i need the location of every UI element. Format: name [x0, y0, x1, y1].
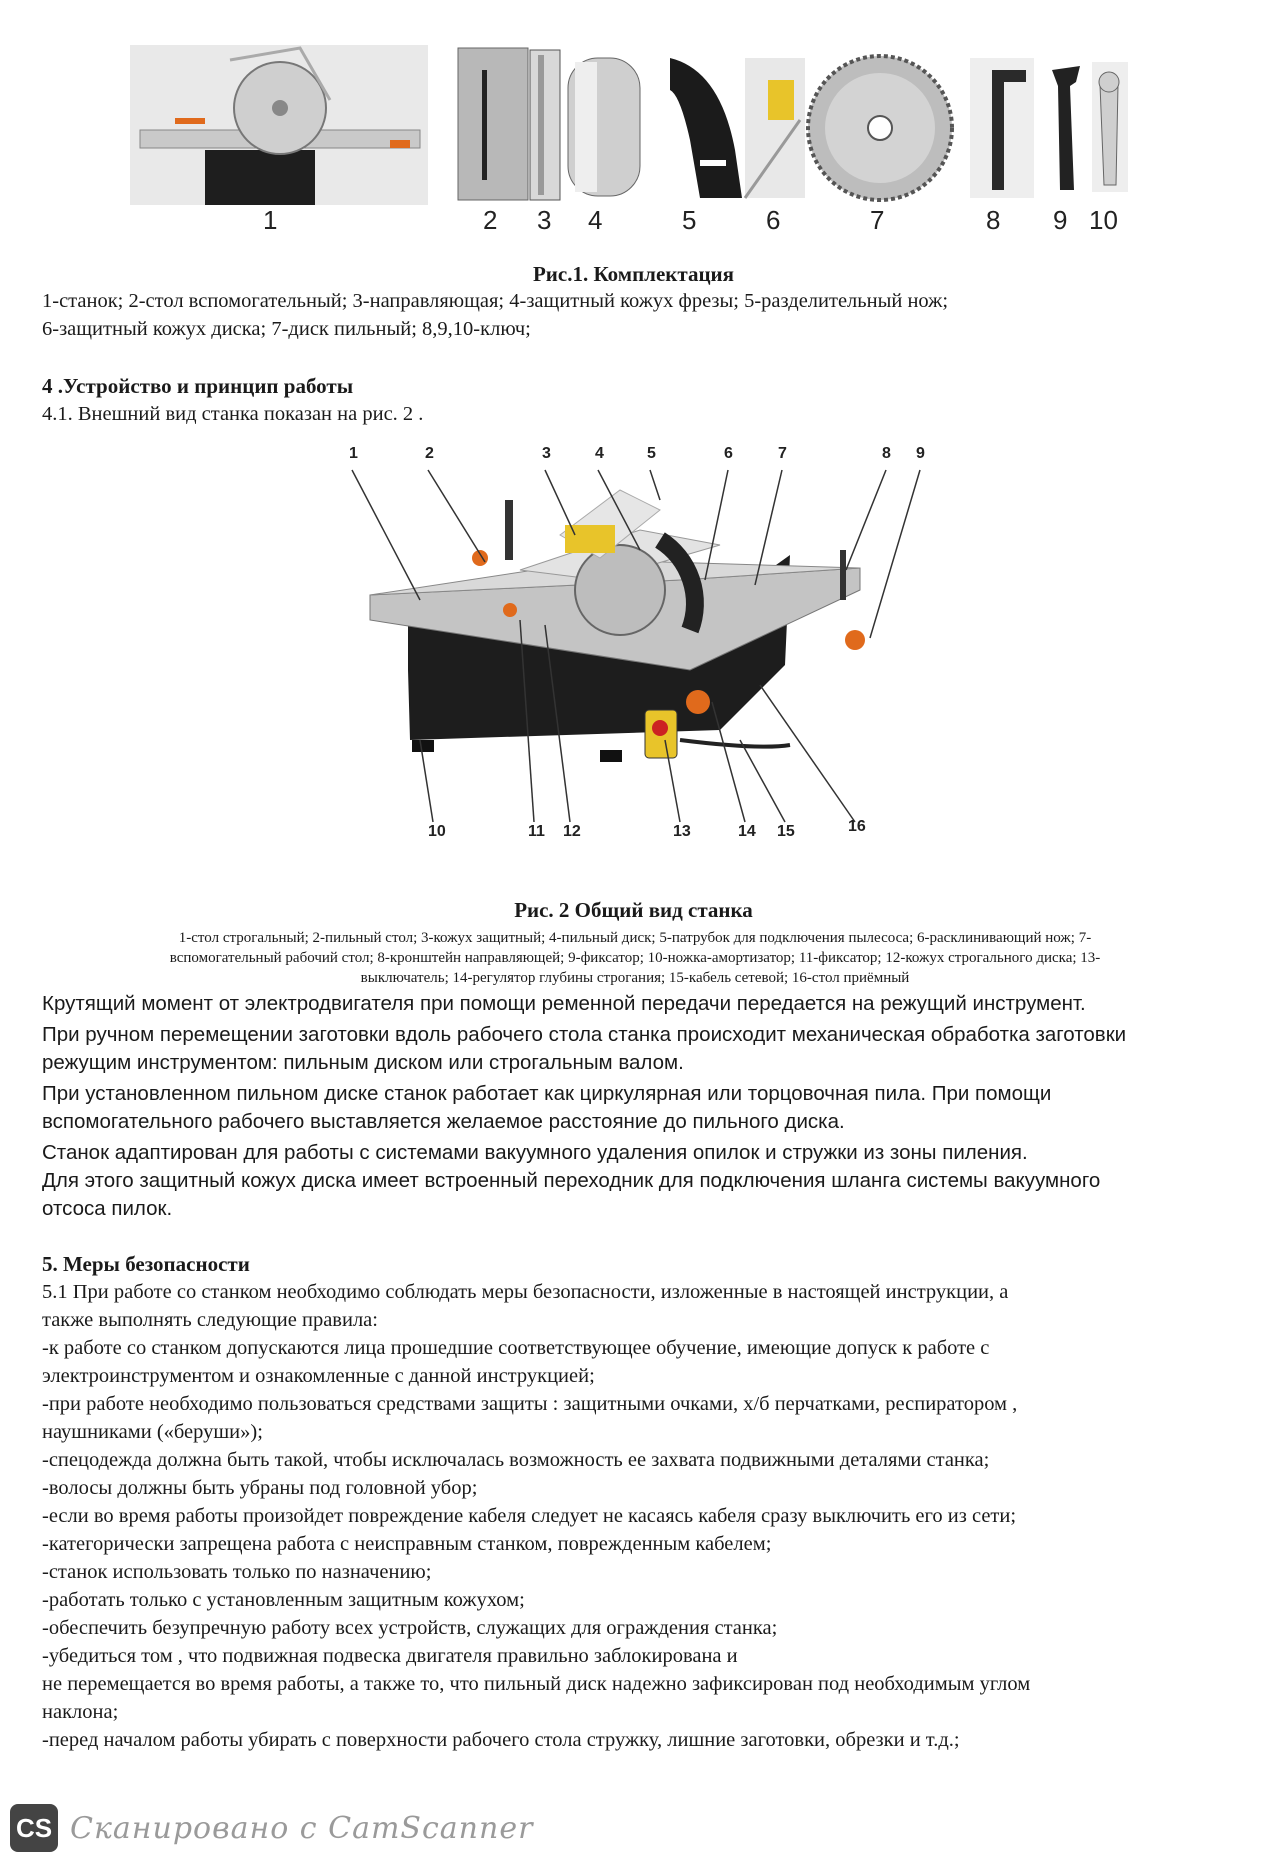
section-5-heading: 5. Меры безопасности — [42, 1252, 250, 1276]
open-wrench-photo — [1092, 62, 1128, 192]
callout-8: 8 — [882, 445, 891, 462]
body-paragraph-3-line2: вспомогательного рабочего выставляется желаемое расстояние до пильного диска. — [42, 1110, 845, 1133]
fig1-label-2: 2 — [483, 205, 498, 235]
callout-7: 7 — [778, 445, 787, 462]
figure-2-caption: Рис. 2 Общий вид станка — [514, 898, 753, 922]
callout-14: 14 — [738, 823, 756, 840]
body-paragraph-4-line3: отсоса пилок. — [42, 1197, 173, 1220]
callout-15: 15 — [777, 823, 795, 840]
figure-2-legend-line2: вспомогательный рабочий стол; 8-кронштейн направляющей; 9-фиксатор; 10-ножка-амортизатор; 11-фиксатор; 12-кожух строгального диска; 13- — [169, 950, 1101, 966]
body-paragraph-3-line1: При установленном пильном диске станок работает как циркулярная или торцовочная пила. При помощи — [42, 1082, 1052, 1105]
callout-10: 10 — [428, 823, 446, 840]
callout-4: 4 — [595, 445, 604, 462]
body-paragraph-1: Крутящий момент от электродвигателя при помощи ременной передачи передается на режущий инструмент. — [42, 992, 1086, 1015]
camscanner-logo-icon: CS — [10, 1804, 58, 1852]
callout-1: 1 — [349, 445, 358, 462]
riving-knife-photo — [670, 58, 742, 198]
figure-1-description-line2: 6-защитный кожух диска; 7-диск пильный; 8,9,10-ключ; — [42, 318, 531, 340]
callout-6: 6 — [724, 445, 733, 462]
figure-2-illustration — [0, 440, 1267, 860]
figure-2-legend-line1: 1-стол строгальный; 2-пильный стол; 3-кожух защитный; 4-пильный диск; 5-патрубок для подключения пылесоса; 6-расклинивающий нож; 7- — [178, 930, 1092, 946]
callout-9: 9 — [916, 445, 925, 462]
guide-photo — [530, 50, 560, 200]
section-4-paragraph: 4.1. Внешний вид станка показан на рис. 2 . — [42, 403, 424, 425]
fig1-label-6: 6 — [766, 205, 781, 235]
blade-guard-photo — [745, 58, 805, 198]
figure-1 — [0, 0, 1267, 250]
figure-2-legend-line3: выключатель; 14-регулятор глубины строгания; 15-кабель сетевой; 16-стол приёмный — [360, 970, 910, 986]
fig1-label-3: 3 — [537, 205, 552, 235]
body-paragraph-2-line2: режущим инструментом: пильным диском или строгальным валом. — [42, 1051, 684, 1074]
callout-16: 16 — [848, 818, 866, 835]
figure-1-illustration — [0, 0, 1267, 250]
section-5-line-2: также выполнять следующие правила: — [42, 1309, 378, 1331]
section-5-line-11: -станок использовать только по назначению; — [42, 1561, 432, 1583]
section-5-line-14: -убедиться том , что подвижная подвеска двигателя правильно заблокирована и — [42, 1645, 738, 1667]
body-paragraph-4-line2: Для этого защитный кожух диска имеет встроенный переходник для подключения шланга системы вакуумного — [42, 1169, 1101, 1192]
figure-1-description-line1: 1-станок; 2-стол вспомогательный; 3-направляющая; 4-защитный кожух фрезы; 5-разделительный нож; — [42, 290, 949, 312]
saw-blade-photo — [808, 56, 952, 200]
figure-1-caption: Рис.1. Комплектация — [532, 262, 735, 286]
callout-3: 3 — [542, 445, 551, 462]
callout-13: 13 — [673, 823, 691, 840]
wrench-photo — [1052, 66, 1080, 190]
figure-2 — [0, 440, 1267, 860]
body-paragraph-4-line1: Станок адаптирован для работы с системами вакуумного удаления опилок и стружки из зоны пиления. — [42, 1141, 1028, 1164]
section-5-line-9: -если во время работы произойдет повреждение кабеля следует не касаясь кабеля сразу выключить его из сети; — [42, 1505, 1017, 1527]
section-5-line-17: -перед началом работы убирать с поверхности рабочего стола стружку, лишние заготовки, обрезки и т.д.; — [42, 1729, 960, 1751]
machine-body — [370, 490, 865, 762]
fig1-label-1: 1 — [263, 205, 278, 235]
hex-key-photo — [970, 58, 1034, 198]
callout-11: 11 — [528, 823, 545, 840]
section-5-line-8: -волосы должны быть убраны под головной убор; — [42, 1477, 478, 1499]
section-5-line-10: -категорически запрещена работа с неисправным станком, поврежденным кабелем; — [42, 1533, 772, 1555]
aux-table-photo — [458, 48, 528, 200]
fig1-label-10: 10 — [1089, 205, 1118, 235]
cutter-guard-photo — [568, 58, 640, 196]
fig1-label-5: 5 — [682, 205, 697, 235]
fig1-label-9: 9 — [1053, 205, 1068, 235]
section-5-line-15: не перемещается во время работы, а также то, что пильный диск надежно зафиксирован под необходимым углом — [42, 1673, 1031, 1695]
callout-12: 12 — [563, 823, 581, 840]
fig1-label-7: 7 — [870, 205, 885, 235]
section-4-heading: 4 .Устройство и принцип работы — [42, 374, 354, 398]
fig1-label-8: 8 — [986, 205, 1001, 235]
section-5-line-5: -при работе необходимо пользоваться средствами защиты : защитными очками, х/б перчатками, респиратором , — [42, 1393, 1018, 1415]
section-5-line-1: 5.1 При работе со станком необходимо соблюдать меры безопасности, изложенные в настоящей инструкции, а — [42, 1281, 1009, 1303]
camscanner-text: Сканировано с CamScanner — [70, 1810, 534, 1846]
section-5-line-4: электроинструментом и ознакомленные с данной инструкцией; — [42, 1365, 595, 1387]
section-5-line-6: наушниками («беруши»); — [42, 1421, 263, 1443]
section-5-line-12: -работать только с установленным защитным кожухом; — [42, 1589, 525, 1611]
callout-5: 5 — [647, 445, 656, 462]
camscanner-watermark — [10, 1800, 533, 1856]
machine-photo — [130, 45, 428, 205]
section-5-line-16: наклона; — [42, 1701, 119, 1723]
section-5-line-13: -обеспечить безупречную работу всех устройств, служащих для ограждения станка; — [42, 1617, 778, 1639]
section-5-line-3: -к работе со станком допускаются лица прошедшие соответствующее обучение, имеющие допуск к работе с — [42, 1337, 990, 1359]
callout-2: 2 — [425, 445, 434, 462]
body-paragraph-2-line1: При ручном перемещении заготовки вдоль рабочего стола станка происходит механическая обработка заготовки — [42, 1023, 1127, 1046]
fig1-label-4: 4 — [588, 205, 603, 235]
section-5-line-7: -спецодежда должна быть такой, чтобы исключалась возможность ее захвата подвижными деталями станка; — [42, 1449, 990, 1471]
